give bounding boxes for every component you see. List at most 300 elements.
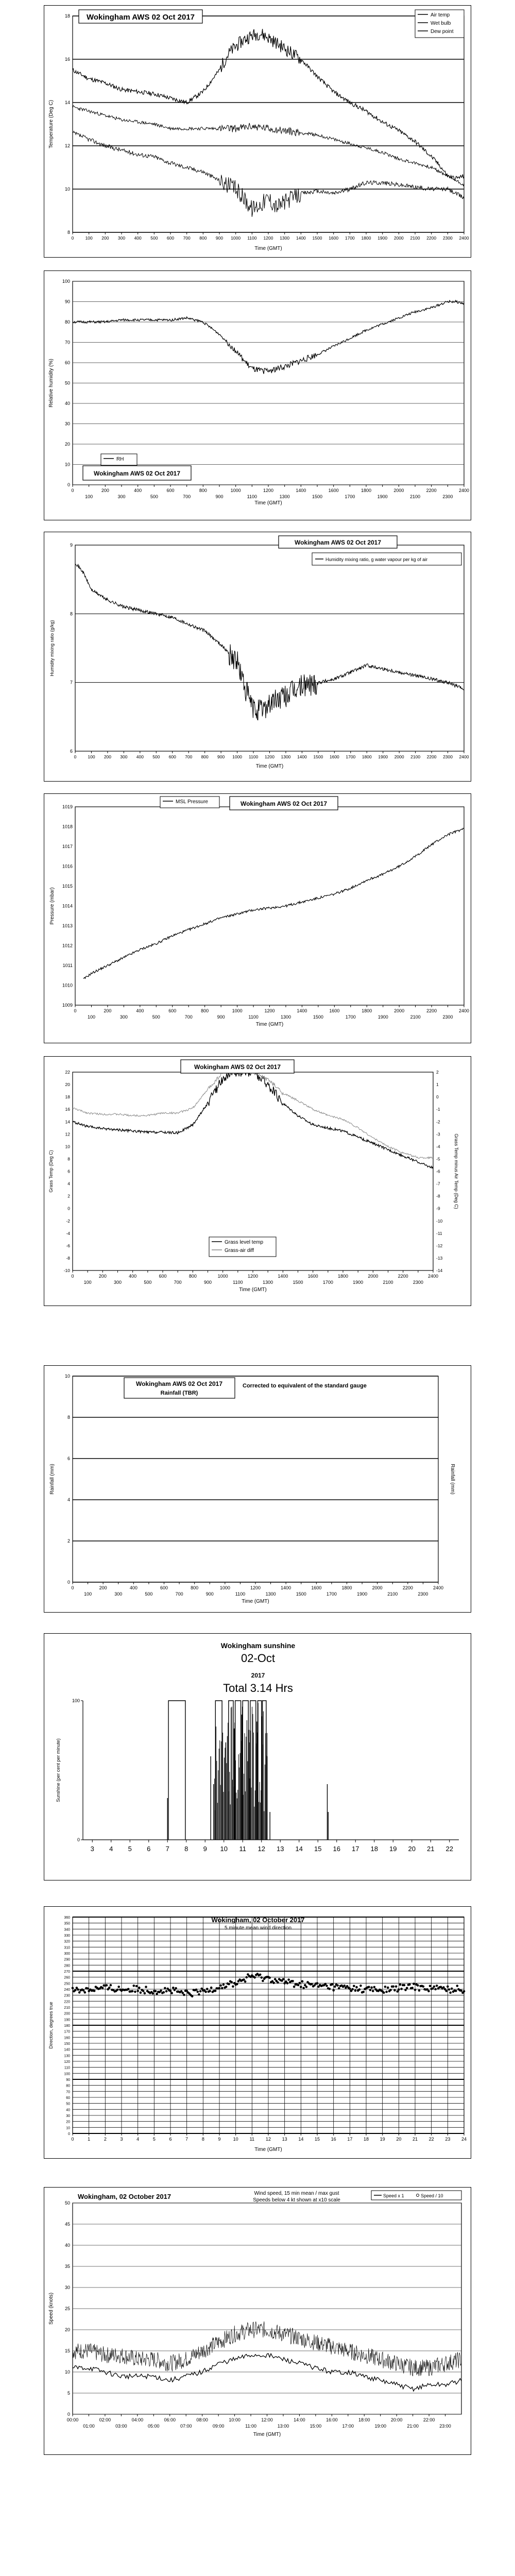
wind-direction-point bbox=[389, 1989, 392, 1991]
y-tick-label: 320 bbox=[64, 1940, 70, 1944]
wind-direction-point bbox=[218, 1987, 221, 1990]
x-tick-label: 1200 bbox=[263, 488, 274, 493]
y-axis-label: Sunshine (per cent per minute) bbox=[56, 1738, 61, 1802]
x-tick-label: 2000 bbox=[393, 488, 404, 493]
y-tick-label: 190 bbox=[64, 2018, 70, 2022]
wind-direction-point bbox=[108, 1987, 111, 1989]
y-axis-label: Direction, degrees true bbox=[48, 2002, 54, 2049]
y-axis-label: Speed (knots) bbox=[48, 2292, 54, 2325]
wind-direction-point bbox=[140, 1991, 142, 1994]
x-tick-label: 1600 bbox=[329, 1008, 340, 1013]
x-tick-label: 1200 bbox=[264, 1008, 275, 1013]
y-tick-label: 2 bbox=[67, 1193, 70, 1199]
wind-direction-point bbox=[451, 1988, 453, 1990]
x-tick-label: 600 bbox=[168, 1008, 177, 1013]
x-tick-label: 300 bbox=[117, 494, 126, 499]
wind-direction-point bbox=[156, 1993, 158, 1995]
x-tick-label: 1300 bbox=[280, 1014, 291, 1020]
x-tick-label: 01:00 bbox=[83, 2424, 95, 2429]
x-tick-label: 500 bbox=[152, 1014, 160, 1020]
wind-direction-point bbox=[392, 1986, 395, 1988]
wind-direction-point bbox=[183, 1994, 185, 1996]
wind-direction-point bbox=[142, 1990, 145, 1992]
x-tick-label: 04:00 bbox=[131, 2417, 144, 2422]
x-tick-label: 600 bbox=[160, 1585, 168, 1590]
x-tick-label: 800 bbox=[188, 1274, 197, 1279]
y-tick-label: 4 bbox=[67, 1181, 70, 1187]
x-tick-label: 2400 bbox=[433, 1585, 444, 1590]
y-tick-label: 40 bbox=[64, 2243, 70, 2248]
wind-direction-point bbox=[243, 1978, 245, 1981]
y-tick-label: 10 bbox=[64, 1374, 70, 1379]
wind-direction-point bbox=[259, 1974, 262, 1976]
y-axis-label: Relative humidity (%) bbox=[48, 359, 54, 408]
x-tick-label: 2200 bbox=[402, 1585, 413, 1590]
x-tick-label: 1300 bbox=[281, 754, 291, 759]
x-tick-label: 7 bbox=[165, 1845, 169, 1853]
x-tick-label: 400 bbox=[129, 1585, 138, 1590]
x-tick-label: 1700 bbox=[345, 494, 355, 499]
y-tick-label: 4 bbox=[67, 1497, 70, 1502]
x-tick-label: 0 bbox=[71, 2137, 74, 2142]
x-tick-label: 2000 bbox=[372, 1585, 383, 1590]
y-tick-label: 6 bbox=[67, 1168, 70, 1174]
wind-direction-point bbox=[199, 1990, 202, 1993]
wind-direction-chart bbox=[44, 1907, 472, 2159]
y-tick-label: 9 bbox=[70, 543, 73, 548]
y-tick-label: 90 bbox=[64, 299, 70, 304]
x-tick-label: 800 bbox=[199, 235, 207, 241]
y-axis-label: Humidity mixing ratio (g/kg) bbox=[49, 620, 55, 676]
wind-direction-point bbox=[272, 1982, 275, 1985]
x-tick-label: 300 bbox=[113, 1280, 122, 1285]
x-tick-label: 200 bbox=[101, 488, 109, 493]
x-tick-label: 1200 bbox=[247, 1274, 259, 1279]
y-tick-label: 50 bbox=[64, 2200, 70, 2206]
wind-direction-point bbox=[228, 1983, 230, 1986]
x-tick-label: 24 bbox=[461, 2137, 467, 2142]
wind-direction-point bbox=[422, 1986, 425, 1988]
x-tick-label: 1500 bbox=[313, 1014, 323, 1020]
x-tick-label: 10:00 bbox=[229, 2417, 241, 2422]
x-tick-label: 9 bbox=[218, 2137, 221, 2142]
x-tick-label: 1000 bbox=[231, 235, 241, 241]
wind-direction-point bbox=[456, 1985, 459, 1987]
wind-direction-point bbox=[145, 1986, 147, 1988]
wind-direction-point bbox=[262, 1980, 264, 1982]
x-tick-label: 1400 bbox=[296, 488, 306, 493]
x-tick-label: 700 bbox=[185, 754, 193, 759]
x-tick-label: 1400 bbox=[296, 235, 306, 241]
legend-label: MSL Pressure bbox=[176, 799, 208, 805]
x-tick-label: 19:00 bbox=[374, 2424, 386, 2429]
wind-direction-point bbox=[305, 1986, 308, 1988]
y-tick-label: 70 bbox=[66, 2090, 70, 2094]
wind-direction-point bbox=[325, 1985, 328, 1987]
x-tick-label: 02:00 bbox=[99, 2417, 111, 2422]
y-tick-label: 140 bbox=[64, 2048, 70, 2052]
wind-direction-point bbox=[463, 1990, 466, 1993]
y-tick-label: 1009 bbox=[62, 1003, 73, 1008]
x-tick-label: 1800 bbox=[337, 1274, 349, 1279]
x-tick-label: 15:00 bbox=[310, 2424, 322, 2429]
x-tick-label: 100 bbox=[83, 1280, 92, 1285]
x-tick-label: 21 bbox=[427, 1845, 435, 1853]
x-tick-label: 1000 bbox=[230, 488, 241, 493]
x-tick-label: 1200 bbox=[250, 1585, 261, 1590]
y-tick-label: 110 bbox=[64, 2066, 70, 2070]
x-tick-label: 600 bbox=[166, 235, 175, 241]
wind-direction-point bbox=[222, 1984, 225, 1986]
mixing-ratio-chart bbox=[44, 532, 472, 782]
x-tick-label: 2100 bbox=[410, 235, 420, 241]
y-tick-label: 50 bbox=[64, 380, 70, 386]
wind-direction-point bbox=[387, 1987, 389, 1989]
wind-direction-point bbox=[332, 1989, 335, 1992]
x-tick-label: 1900 bbox=[377, 235, 388, 241]
y-tick-label: 360 bbox=[64, 1916, 70, 1920]
y-tick-label: 15 bbox=[64, 2348, 70, 2353]
y-tick-label: 0 bbox=[67, 1580, 70, 1585]
y-tick-label: 10 bbox=[64, 462, 70, 467]
y2-tick-label: -11 bbox=[436, 1230, 442, 1236]
y-tick-label: 2 bbox=[67, 1538, 70, 1544]
y-tick-label: 8 bbox=[67, 230, 70, 235]
y-tick-label: 120 bbox=[64, 2060, 70, 2064]
y2-tick-label: -3 bbox=[436, 1131, 440, 1137]
x-tick-label: 1500 bbox=[293, 1280, 303, 1285]
y-tick-label: 10 bbox=[66, 2126, 70, 2130]
y-tick-label: 40 bbox=[64, 401, 70, 406]
x-tick-label: 500 bbox=[152, 754, 160, 759]
x-tick-label: 13:00 bbox=[277, 2424, 289, 2429]
wind-direction-point bbox=[138, 1987, 141, 1989]
x-tick-label: 5 bbox=[152, 2137, 156, 2142]
wind-direction-point bbox=[277, 1981, 279, 1984]
wind-direction-point bbox=[373, 1986, 376, 1989]
y-tick-label: 30 bbox=[64, 421, 70, 427]
wind-direction-point bbox=[261, 1976, 263, 1979]
x-axis-label: Time (GMT) bbox=[253, 2432, 281, 2437]
wind-direction-point bbox=[191, 1995, 194, 1998]
x-tick-label: 15 bbox=[314, 1845, 322, 1853]
y-tick-label: 280 bbox=[64, 1964, 70, 1968]
x-tick-label: 6 bbox=[169, 2137, 172, 2142]
wind-direction-point bbox=[253, 1976, 256, 1979]
sunshine-chart bbox=[44, 1634, 472, 1881]
wind-direction-point bbox=[418, 1989, 421, 1992]
y-tick-label: 5 bbox=[67, 2391, 70, 2396]
wind-direction-point bbox=[448, 1988, 451, 1991]
x-axis-label: Time (GMT) bbox=[254, 500, 282, 506]
legend-label: Grass level temp bbox=[225, 1240, 264, 1245]
wind-direction-point bbox=[427, 1990, 430, 1992]
wind-direction-point bbox=[204, 1991, 207, 1993]
wind-direction-point bbox=[169, 1990, 172, 1992]
x-tick-label: 00:00 bbox=[66, 2417, 79, 2422]
x-tick-label: 500 bbox=[144, 1280, 152, 1285]
x-tick-label: 2100 bbox=[410, 754, 421, 759]
x-tick-label: 19 bbox=[380, 2137, 385, 2142]
x-tick-label: 2200 bbox=[426, 488, 437, 493]
x-tick-label: 400 bbox=[129, 1274, 137, 1279]
wind-direction-point bbox=[455, 1990, 457, 1992]
x-tick-label: 13 bbox=[282, 2137, 287, 2142]
x-tick-label: 1700 bbox=[345, 235, 355, 241]
y-tick-label: 270 bbox=[64, 1970, 70, 1974]
y-tick-label: 1014 bbox=[62, 903, 73, 909]
x-tick-label: 2300 bbox=[418, 1591, 428, 1597]
wind-direction-point bbox=[408, 1984, 411, 1986]
y2-tick-label: -10 bbox=[436, 1218, 443, 1224]
y-tick-label: 22 bbox=[65, 1070, 70, 1075]
x-tick-label: 0 bbox=[71, 1274, 74, 1279]
y-tick-label: 10 bbox=[64, 2369, 70, 2375]
wind-direction-point bbox=[436, 1985, 438, 1987]
y-tick-label: 100 bbox=[72, 1698, 80, 1703]
legend-label: Air temp bbox=[431, 12, 450, 18]
humidity-chart bbox=[44, 271, 472, 521]
pressure-chart bbox=[44, 794, 472, 1044]
legend-label: Wet bulb bbox=[431, 21, 451, 26]
wind-direction-point bbox=[163, 1991, 165, 1994]
x-tick-label: 22 bbox=[445, 1845, 453, 1853]
x-tick-label: 0 bbox=[71, 235, 74, 241]
x-tick-label: 400 bbox=[136, 754, 144, 759]
x-tick-label: 800 bbox=[201, 754, 209, 759]
wind-direction-point bbox=[297, 1984, 300, 1987]
wind-direction-point bbox=[344, 1985, 346, 1987]
wind-direction-point bbox=[355, 1986, 358, 1989]
x-tick-label: 1500 bbox=[312, 494, 323, 499]
x-tick-label: 11:00 bbox=[245, 2424, 256, 2429]
x-tick-label: 700 bbox=[184, 1014, 193, 1020]
x-tick-label: 2000 bbox=[394, 754, 404, 759]
y-tick-label: 20 bbox=[64, 442, 70, 447]
x-tick-label: 1300 bbox=[279, 494, 290, 499]
wind-direction-point bbox=[74, 1989, 77, 1992]
y-tick-label: 180 bbox=[64, 2024, 70, 2028]
x-tick-label: 17 bbox=[347, 2137, 353, 2142]
x-tick-label: 200 bbox=[98, 1274, 107, 1279]
x-tick-label: 400 bbox=[134, 488, 142, 493]
x-tick-label: 1700 bbox=[326, 1591, 337, 1597]
wind-direction-point bbox=[219, 1985, 222, 1987]
x-tick-label: 2000 bbox=[368, 1274, 379, 1279]
y-tick-label: 350 bbox=[64, 1922, 70, 1926]
x-tick-label: 900 bbox=[205, 1591, 214, 1597]
wind-direction-point bbox=[336, 1984, 339, 1987]
x-tick-label: 400 bbox=[136, 1008, 144, 1013]
y-tick-label: 0 bbox=[68, 2132, 70, 2136]
wind-direction-point bbox=[160, 1990, 162, 1992]
y2-tick-label: -7 bbox=[436, 1181, 440, 1187]
y-tick-label: 330 bbox=[64, 1934, 70, 1938]
x-tick-label: 0 bbox=[71, 1585, 74, 1590]
x-tick-label: 1000 bbox=[232, 754, 243, 759]
y-tick-label: 14 bbox=[64, 100, 70, 105]
y-tick-label: 260 bbox=[64, 1976, 70, 1980]
x-tick-label: 1500 bbox=[312, 235, 322, 241]
y-tick-label: 80 bbox=[64, 319, 70, 325]
wind-direction-point bbox=[384, 1986, 387, 1988]
x-tick-label: 14:00 bbox=[294, 2417, 305, 2422]
x-tick-label: 08:00 bbox=[196, 2417, 208, 2422]
legend-label: Speed / 10 bbox=[421, 2193, 443, 2198]
legend-label: Dew point bbox=[431, 29, 454, 35]
x-tick-label: 200 bbox=[104, 754, 112, 759]
chart-subtitle-2: Speeds below 4 kt shown at x10 scale bbox=[253, 2197, 340, 2203]
y-tick-label: 1010 bbox=[62, 982, 73, 988]
y-axis-label: Rainfall (mm) bbox=[49, 1464, 55, 1495]
chart-title: Wokingham AWS 02 Oct 2017 bbox=[240, 800, 328, 807]
wind-direction-point bbox=[136, 1990, 139, 1992]
x-tick-label: 1400 bbox=[297, 754, 307, 759]
y2-tick-label: -1 bbox=[436, 1107, 440, 1112]
x-tick-label: 20:00 bbox=[390, 2417, 403, 2422]
x-tick-label: 10 bbox=[233, 2137, 238, 2142]
x-tick-label: 1900 bbox=[353, 1280, 364, 1285]
y-tick-label: -4 bbox=[66, 1230, 70, 1236]
y-tick-label: 60 bbox=[66, 2096, 70, 2100]
x-tick-label: 2200 bbox=[426, 754, 437, 759]
wind-direction-point bbox=[221, 1987, 224, 1990]
x-tick-label: 05:00 bbox=[148, 2424, 160, 2429]
wind-direction-point bbox=[396, 1990, 399, 1993]
chart-date: 02-Oct bbox=[241, 1652, 276, 1665]
x-axis-label: Time (GMT) bbox=[255, 1022, 284, 1027]
chart-title: Wokingham AWS 02 Oct 2017 bbox=[93, 470, 181, 477]
plot-area bbox=[75, 545, 464, 751]
y2-axis-label: Rainfall (mm) bbox=[450, 1464, 455, 1495]
y-tick-label: 210 bbox=[64, 2006, 70, 2010]
wind-direction-point bbox=[302, 1987, 305, 1990]
x-tick-label: 12 bbox=[258, 1845, 265, 1853]
x-tick-label: 1700 bbox=[345, 1014, 356, 1020]
x-tick-label: 1500 bbox=[313, 754, 323, 759]
wind-direction-point bbox=[116, 1989, 119, 1991]
y2-tick-label: -9 bbox=[436, 1206, 440, 1211]
y-tick-label: 1017 bbox=[62, 844, 73, 849]
x-tick-label: 2100 bbox=[383, 1280, 393, 1285]
x-tick-label: 7 bbox=[185, 2137, 188, 2142]
x-tick-label: 2 bbox=[104, 2137, 107, 2142]
x-tick-label: 700 bbox=[183, 235, 191, 241]
x-tick-label: 100 bbox=[84, 1591, 92, 1597]
sunshine-chart-panel bbox=[44, 1633, 471, 1880]
y-tick-label: 0 bbox=[67, 482, 70, 487]
chart-title: Wokingham AWS 02 Oct 2017 bbox=[194, 1063, 281, 1071]
wind-direction-point bbox=[334, 1986, 336, 1988]
y-tick-label: 70 bbox=[64, 340, 70, 345]
wind-direction-point bbox=[460, 1990, 462, 1992]
legend-label: Speed x 1 bbox=[383, 2193, 404, 2198]
wind-direction-point bbox=[77, 1989, 79, 1991]
y-tick-label: 1011 bbox=[62, 963, 73, 968]
x-tick-label: 800 bbox=[191, 1585, 199, 1590]
y-tick-label: 16 bbox=[64, 57, 70, 62]
wind-direction-point bbox=[368, 1986, 370, 1988]
wind-direction-point bbox=[93, 1990, 96, 1992]
y-tick-label: 6 bbox=[67, 1456, 70, 1461]
rainfall-chart-panel bbox=[44, 1365, 471, 1613]
x-tick-label: 14 bbox=[295, 1845, 303, 1853]
y2-tick-label: -8 bbox=[436, 1193, 440, 1199]
y-tick-label: 8 bbox=[67, 1415, 70, 1420]
temperature-chart bbox=[44, 6, 472, 258]
y-tick-label: 130 bbox=[64, 2054, 70, 2058]
wind-direction-point bbox=[172, 1987, 175, 1989]
x-tick-label: 15 bbox=[314, 2137, 320, 2142]
x-tick-label: 2200 bbox=[426, 1008, 437, 1013]
wind-direction-point bbox=[198, 1993, 200, 1996]
wind-direction-point bbox=[393, 1989, 396, 1992]
x-tick-label: 12 bbox=[265, 2137, 271, 2142]
x-tick-label: 1800 bbox=[362, 1008, 372, 1013]
wind-direction-point bbox=[181, 1992, 184, 1994]
x-tick-label: 12:00 bbox=[261, 2417, 273, 2422]
wind-direction-point bbox=[353, 1985, 355, 1988]
wind-speed-chart bbox=[44, 2188, 472, 2455]
wind-direction-point bbox=[206, 1988, 209, 1990]
x-tick-label: 1400 bbox=[281, 1585, 291, 1590]
y2-tick-label: -12 bbox=[436, 1243, 443, 1248]
y-tick-label: 300 bbox=[64, 1952, 70, 1956]
y-tick-label: 20 bbox=[65, 1082, 70, 1088]
legend-label: Grass-air diff bbox=[225, 1248, 254, 1253]
wind-direction-point bbox=[214, 1990, 217, 1992]
chart-subtitle: Rainfall (TBR) bbox=[160, 1390, 198, 1396]
x-tick-label: 20 bbox=[396, 2137, 402, 2142]
y-tick-label: 18 bbox=[64, 13, 70, 19]
wind-direction-point bbox=[164, 1987, 166, 1990]
y-tick-label: 160 bbox=[64, 2036, 70, 2040]
y-tick-label: 14 bbox=[65, 1119, 70, 1125]
y-tick-label: 7 bbox=[70, 680, 73, 685]
humidity-chart-panel bbox=[44, 270, 471, 520]
x-tick-label: 200 bbox=[104, 1008, 112, 1013]
wind-direction-point bbox=[404, 1989, 407, 1991]
wind-direction-point bbox=[286, 1982, 289, 1985]
chart-total: Total 3.14 Hrs bbox=[223, 1682, 293, 1694]
x-tick-label: 1300 bbox=[263, 1280, 273, 1285]
chart-subtitle: 5 minute mean wind direction bbox=[224, 1925, 292, 1931]
wind-direction-point bbox=[84, 1991, 87, 1994]
wind-direction-point bbox=[406, 1987, 408, 1990]
x-tick-label: 6 bbox=[147, 1845, 151, 1853]
wind-direction-point bbox=[301, 1980, 304, 1983]
y-tick-label: 25 bbox=[64, 2306, 70, 2311]
chart-note: Corrected to equivalent of the standard gauge bbox=[243, 1383, 367, 1389]
wind-direction-point bbox=[429, 1985, 432, 1987]
wind-direction-point bbox=[209, 1990, 211, 1992]
x-tick-label: 1700 bbox=[346, 754, 356, 759]
y-tick-label: 6 bbox=[70, 749, 73, 754]
x-tick-label: 23 bbox=[445, 2137, 451, 2142]
wind-direction-point bbox=[246, 1976, 248, 1979]
legend-label: Humidity mixing ratio, g water vapour per kg of air bbox=[325, 557, 428, 562]
x-tick-label: 1200 bbox=[265, 754, 274, 759]
x-tick-label: 1200 bbox=[263, 235, 273, 241]
x-tick-label: 900 bbox=[215, 235, 224, 241]
y-tick-label: 240 bbox=[64, 1988, 70, 1992]
wind-direction-point bbox=[291, 1980, 294, 1982]
x-tick-label: 1000 bbox=[232, 1008, 243, 1013]
x-tick-label: 1800 bbox=[361, 235, 371, 241]
wind-direction-point bbox=[151, 1992, 154, 1995]
pressure-chart-panel bbox=[44, 793, 471, 1043]
x-tick-label: 11 bbox=[239, 1845, 246, 1853]
